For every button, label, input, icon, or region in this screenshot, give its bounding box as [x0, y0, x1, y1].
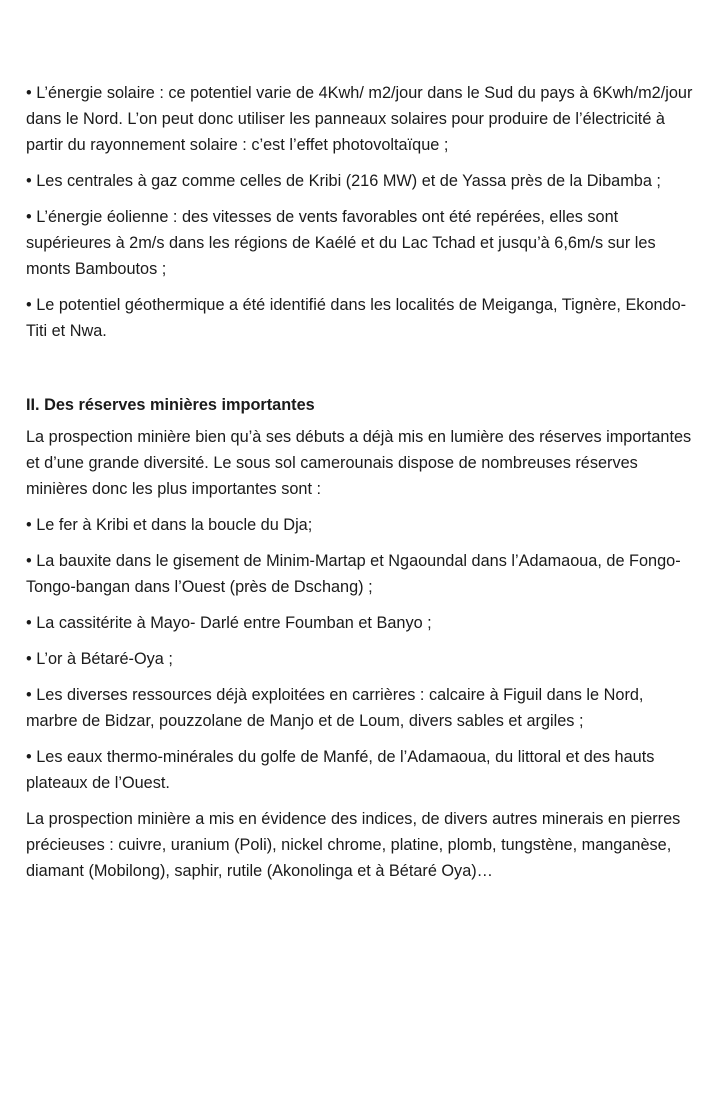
- bullet-cassiterite: • La cassitérite à Mayo- Darlé entre Foumban et Banyo ;: [26, 614, 432, 632]
- bullet-bauxite: • La bauxite dans le gisement de Minim-Martap et Ngaoundal dans l’Adamaoua, de Fongo-Tongo-bangan dans l’Ouest (près de Dschang) ;: [26, 552, 681, 596]
- bullet-geothermal: • Le potentiel géothermique a été identifié dans les localités de Meiganga, Tignère, Ekondo-Titi et Nwa.: [26, 296, 687, 340]
- mining-intro-paragraph: La prospection minière bien qu’à ses débuts a déjà mis en lumière des réserves importantes et d’une grande diversité. Le sous sol camerounais dispose de nombreuses réserves minières donc les plus importantes sont :: [26, 428, 692, 498]
- bullet-solar-energy: • L’énergie solaire : ce potentiel varie de 4Kwh/ m2/jour dans le Sud du pays à 6Kwh/m2/jour dans le Nord. L’on peut donc utiliser les panneaux solaires pour produire de l’électricité à partir du rayonnement solaire : c’est l’effet photovoltaïque ;: [26, 84, 693, 154]
- mining-conclusion-paragraph: La prospection minière a mis en évidence des indices, de divers autres minerais en pierres précieuses : cuivre, uranium (Poli), nickel chrome, platine, plomb, tungstène, manganèse, diamant (Mobilong), saphir, rutile (Akonolinga et à Bétaré Oya)…: [26, 810, 681, 880]
- bullet-wind-energy: • L’énergie éolienne : des vitesses de vents favorables ont été repérées, elles sont supérieures à 2m/s dans les régions de Kaélé et du Lac Tchad et jusqu’à 6,6m/s sur les monts Bamboutos ;: [26, 208, 656, 278]
- bullet-quarries: • Les diverses ressources déjà exploitées en carrières : calcaire à Figuil dans le Nord, marbre de Bidzar, pouzzolane de Manjo et de Loum, divers sables et argiles ;: [26, 686, 644, 730]
- section-spacer: [26, 354, 698, 392]
- bullet-gas-plants: • Les centrales à gaz comme celles de Kribi (216 MW) et de Yassa près de la Dibamba ;: [26, 172, 661, 190]
- bullet-gold: • L’or à Bétaré-Oya ;: [26, 650, 173, 668]
- section-heading-mining: II. Des réserves minières importantes: [26, 396, 315, 414]
- document-body: [26, 80, 698, 894]
- bullet-thermal-waters: • Les eaux thermo-minérales du golfe de Manfé, de l’Adamaoua, du littoral et des hauts plateaux de l’Ouest.: [26, 748, 655, 792]
- bullet-iron: • Le fer à Kribi et dans la boucle du Dja;: [26, 516, 313, 534]
